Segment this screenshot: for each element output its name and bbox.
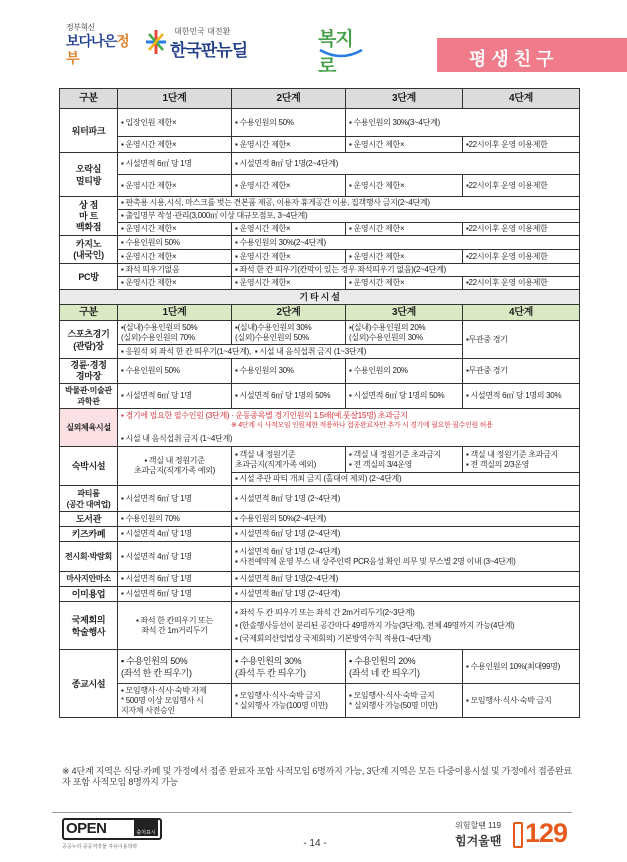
- exhibition-rule-2: ▪ 사전예약제 운영 부스 내 상주인력 PCR음성 확인 의무 및 부스별 2명 이내 (3~4단계): [235, 556, 516, 566]
- cell: ▪ 운영시간 제한×: [346, 137, 463, 153]
- cell: ▪ 운영시간 제한×: [118, 223, 232, 236]
- row-label-pc: PC방: [60, 264, 118, 290]
- cell: ▪ 수용인원의 50%: [118, 236, 232, 250]
- table-row: [60, 359, 580, 384]
- cell: ▪(실내)수용인원의 30% (실외)수용인원의 50%: [232, 321, 346, 345]
- cell: ▪ 출입명부 작성·관리(3,000㎡ 이상 대규모점포, 3~4단계): [118, 210, 580, 223]
- table-row: [60, 384, 580, 409]
- hotline-number: 129: [525, 818, 568, 848]
- cell: [118, 409, 580, 447]
- row-label-outdoor-sports: 실외체육시설: [60, 409, 118, 447]
- cell: ▪ 수용인원의 30%(3~4단계): [346, 109, 580, 137]
- cell: ▪ 수용인원의 30% (좌석 두 칸 띄우기): [232, 650, 346, 684]
- header2-level-1: 1단계: [118, 305, 232, 321]
- cell: ▪ 객실 내 정원기준 초과금지(직계가족 예외): [232, 447, 346, 473]
- header2-category: 구분: [60, 305, 118, 321]
- table-row: [60, 486, 580, 512]
- cell: ▪무관중 경기: [463, 359, 580, 384]
- conference-rule-1: ▪ 좌석 두 칸 띄우기 또는 좌석 간 2m거리두기(2~3단계): [235, 607, 415, 617]
- banner-text: 평생친구: [469, 49, 559, 69]
- cell: ▪ 시설면적 6㎡ 당 1명: [118, 384, 232, 409]
- smile-curve-icon: [318, 48, 364, 58]
- row-label-barber: 이미용업: [60, 587, 118, 602]
- bokjiro-text: 복지로: [318, 29, 353, 77]
- attribution-badge: 출처표시: [134, 820, 158, 836]
- cell: ▪ 수용인원의 30%(2~4단계): [232, 236, 580, 250]
- sports-rule-1: ▪ 경기에 필요한 필수인원 (3단계) · 운동종목별 경기인원의 1.5배(예.풋살15명) 초과금지: [121, 411, 408, 420]
- row-label-waterpark: 워터파크: [60, 109, 118, 153]
- cell: ▪ 운영시간 제한×: [232, 277, 346, 290]
- header-level-1: 1단계: [118, 89, 232, 109]
- row-label-museum: 박물관·미술관 과학관: [60, 384, 118, 409]
- table-row: [60, 137, 580, 153]
- cell: [232, 542, 580, 572]
- cell: ▪ 시설 주관 파티 개최 금지 (홀대여 제외) (2~4단계): [232, 473, 580, 486]
- table-header-row: [60, 89, 580, 109]
- hotline-logo: [455, 816, 575, 856]
- cell: ▪ 모임행사·식사·숙박 금지 * 실외행사 가능(100명 미만): [232, 684, 346, 718]
- cell: ▪ 시설면적 6㎡ 당 1명: [118, 486, 232, 512]
- table-row: [60, 684, 580, 718]
- cell: ▪ 시설면적 6㎡ 당 1명: [118, 572, 232, 587]
- open-label: OPEN: [66, 820, 107, 837]
- cell: ▪ 운영시간 제한×: [346, 250, 463, 264]
- table-row: [60, 650, 580, 684]
- cell: ▪(실내)수용인원의 50% (실외)수용인원의 70%: [118, 321, 232, 345]
- row-label-sports: 스포츠경기 (관람)장: [60, 321, 118, 359]
- cell: ▪ 판촉용 시용,시식, 마스크를 벗는 견본품 제공, 이용자 휴게공간 이용, 집객행사 금지(2~4단계): [118, 197, 580, 210]
- cell: ▪ 수용인원의 50%: [232, 109, 346, 137]
- hotline-big: 힘겨울땐: [455, 834, 502, 848]
- logo1-main: 보다나은정부: [66, 33, 129, 66]
- table-row: [60, 409, 580, 447]
- table-row: [60, 264, 580, 277]
- table-row: [60, 109, 580, 137]
- korean-new-deal-logo: [144, 26, 264, 58]
- exhibition-rule-1: ▪ 시설면적 6㎡ 당 1명 (2~4단계): [235, 546, 340, 556]
- cell: ▪22시이후 운영 이용제한: [463, 250, 580, 264]
- cell: ▪ 모임행사·식사·숙박 금지 * 실외행사 가능(50명 미만): [346, 684, 463, 718]
- row-label-conference: 국제회의 학술행사: [60, 602, 118, 650]
- sports-rule-note: ※ 4단계 시 사적모임 인원제한 적용하나 접종완료자만 추가 시 경기에 필요한 필수인원 허용: [231, 422, 493, 429]
- row-label-massage: 마사지안마소: [60, 572, 118, 587]
- cell: ▪ 수용인원의 50%: [118, 359, 232, 384]
- table-row: [60, 321, 580, 345]
- cell: ▪ 수용인원의 20% (좌석 네 칸 띄우기): [346, 650, 463, 684]
- cell: ▪22시이후 운영 이용제한: [463, 223, 580, 236]
- header-level-3: 3단계: [346, 89, 463, 109]
- table-row: [60, 250, 580, 264]
- cell: ▪ 운영시간 제한×: [346, 277, 463, 290]
- other-facilities-title: 기 타 시 설: [60, 290, 580, 305]
- cell: ▪ 객실 내 정원기준 초과금지(직계가족 예외): [118, 447, 232, 486]
- cell: ▪ 운영시간 제한×: [232, 175, 346, 197]
- restriction-table: [59, 88, 579, 718]
- cell: ▪ 운영시간 제한×: [118, 277, 232, 290]
- table-row: [60, 602, 580, 650]
- row-label-racing: 경륜·경정 경마장: [60, 359, 118, 384]
- cell: ▪ 시설면적 6㎡ 당 1명: [118, 587, 232, 602]
- footnote: ※ 4단계 지역은 식당·카페 및 가정에서 접종 완료자 포함 사적모임 6명까지 가능, 3단계 지역은 모든 다중이용시설 및 가정에서 접종완료자 포함 사적모임 8명까지 가능: [62, 766, 572, 787]
- cell: ▪ 수용인원의 30%: [232, 359, 346, 384]
- table-row: [60, 236, 580, 250]
- row-label-religion: 종교시설: [60, 650, 118, 718]
- cell: ▪ 시설면적 8㎡ 당 1명(2~4단계): [232, 153, 580, 175]
- kogl-open-license: [62, 818, 162, 854]
- page-number: - 14 -: [303, 838, 327, 849]
- header2-level-2: 2단계: [232, 305, 346, 321]
- lifetime-friend-banner: [437, 38, 627, 72]
- page-header: [0, 0, 627, 80]
- section-row: [60, 290, 580, 305]
- header-category: 구분: [60, 89, 118, 109]
- logo2-main: 한국판뉴딜: [170, 41, 248, 60]
- cell: ▪ 시설면적 6㎡ 당 1명의 50%: [232, 384, 346, 409]
- cell: ▪무관중 경기: [463, 321, 580, 359]
- table-row: [60, 542, 580, 572]
- cell: ▪ 시설면적 6㎡ 당 1명 (2~4단계): [232, 527, 580, 542]
- cell: ▪ 수용인원의 50%(2~4단계): [232, 512, 580, 527]
- row-label-arcade: 오락실 멀티방: [60, 153, 118, 197]
- cell: ▪ 시설면적 6㎡ 당 1명: [118, 153, 232, 175]
- cell: ▪ 운영시간 제한×: [232, 250, 346, 264]
- cell: ▪ 시설면적 4㎡ 당 1명: [118, 542, 232, 572]
- row-label-store: 상 점 마 트 백화점: [60, 197, 118, 236]
- cell: ▪ 운영시간 제한×: [118, 137, 232, 153]
- new-deal-star-icon: [144, 28, 168, 56]
- hotline-small: 위험할땐 119: [455, 821, 501, 830]
- cell: ▪ 시설면적 8㎡ 당 1명 (2~4단계): [232, 587, 580, 602]
- cell: ▪ 운영시간 제한×: [346, 175, 463, 197]
- cell: ▪22시이후 운영 이용제한: [463, 277, 580, 290]
- header2-level-4: 4단계: [463, 305, 580, 321]
- row-label-library: 도서관: [60, 512, 118, 527]
- cell: ▪ 좌석 한 칸 띄우기(칸막이 있는 경우 좌석띄우기 없음)(2~4단계): [232, 264, 580, 277]
- table-row: [60, 197, 580, 210]
- table-row: [60, 277, 580, 290]
- table-row: [60, 175, 580, 197]
- row-label-exhibition: 전시회·박람회: [60, 542, 118, 572]
- cell: ▪ 모임행사·식사·숙박 자제 * 500명 이상 모임행사 시 지자체 사전승인: [118, 684, 232, 718]
- table-row: [60, 447, 580, 473]
- table-row: [60, 572, 580, 587]
- table-row: [60, 223, 580, 236]
- cell: ▪ 시설면적 6㎡ 당 1명의 50%: [346, 384, 463, 409]
- conference-rule-2: ▪ (한솔행사등선이 분리된 공간마다 49명까지 가능(3단계), 전체 49명까지 가능(4단계): [235, 620, 515, 630]
- logo1-small: 정부혁신: [66, 23, 95, 32]
- phone-icon: [513, 822, 523, 848]
- cell: ▪ 운영시간 제한×: [232, 137, 346, 153]
- table-row: [60, 210, 580, 223]
- row-label-casino: 카지노 (내국인): [60, 236, 118, 264]
- table-row: [60, 527, 580, 542]
- header-level-2: 2단계: [232, 89, 346, 109]
- cell: [232, 602, 580, 650]
- cell: ▪ 객실 내 정원기준 초과금지 ▪ 전 객실의 3/4운영: [346, 447, 463, 473]
- cell: ▪(실내)수용인원의 20% (실외)수용인원의 30%: [346, 321, 463, 345]
- cell: ▪22시이후 운영 이용제한: [463, 137, 580, 153]
- cell: ▪ 운영시간 제한×: [232, 223, 346, 236]
- cell: ▪ 수용인원의 50% (좌석 한 칸 띄우기): [118, 650, 232, 684]
- cell: ▪ 시설면적 8㎡ 당 1명(2~4단계): [232, 572, 580, 587]
- table-row: [60, 512, 580, 527]
- row-label-partyroom: 파티룸 (공간 대여업): [60, 486, 118, 512]
- sports-rule-3: ▪ 시설 내 음식섭취 금지 (1~4단계): [121, 434, 233, 443]
- cell: ▪ 수용인원의 20%: [346, 359, 463, 384]
- cell: ▪ 시설면적 8㎡ 당 1명 (2~4단계): [232, 486, 580, 512]
- cell: ▪ 운영시간 제한×: [118, 250, 232, 264]
- table-row: [60, 153, 580, 175]
- cell: ▪ 응원석 외 좌석 한 칸 띄우기(1~4단계), ▪ 시설 내 음식섭취 금지 (1~3단계): [118, 345, 463, 359]
- cell: ▪ 모임행사·식사·숙박 금지: [463, 684, 580, 718]
- cell: ▪ 시설면적 4㎡ 당 1명: [118, 527, 232, 542]
- table-header-row-2: [60, 305, 580, 321]
- logo2-small: 대한민국 대전환: [174, 27, 231, 36]
- cell: ▪ 시설면적 6㎡ 당 1명의 30%: [463, 384, 580, 409]
- row-label-kidscafe: 키즈카페: [60, 527, 118, 542]
- cell: ▪22시이후 운영 이용제한: [463, 175, 580, 197]
- header-level-4: 4단계: [463, 89, 580, 109]
- conference-rule-3: ▪ (국제회의산업법상 국제회의) 기본방역수칙 적용(1~4단계): [235, 633, 431, 643]
- cell: ▪ 수용인원의 70%: [118, 512, 232, 527]
- gov-innovation-logo: [66, 22, 130, 66]
- footer-divider: [52, 812, 572, 813]
- bokjiro-logo: [318, 24, 364, 77]
- cell: ▪ 수용인원의 10%(최대99명): [463, 650, 580, 684]
- cell: ▪ 좌석 띄우기없음: [118, 264, 232, 277]
- table-row: [60, 587, 580, 602]
- cell: ▪ 객실 내 정원기준 초과금지 ▪ 전 객실의 2/3운영: [463, 447, 580, 473]
- header2-level-3: 3단계: [346, 305, 463, 321]
- cell: ▪ 운영시간 제한×: [118, 175, 232, 197]
- cell: ▪ 좌석 한 칸띄우기 또는 좌석 간 1m거리두기: [118, 602, 232, 650]
- row-label-lodging: 숙박시설: [60, 447, 118, 486]
- open-caption: 공공누리 공공저작물 자유이용허락: [62, 844, 138, 850]
- cell: ▪ 입장인원 제한×: [118, 109, 232, 137]
- cell: ▪ 운영시간 제한×: [346, 223, 463, 236]
